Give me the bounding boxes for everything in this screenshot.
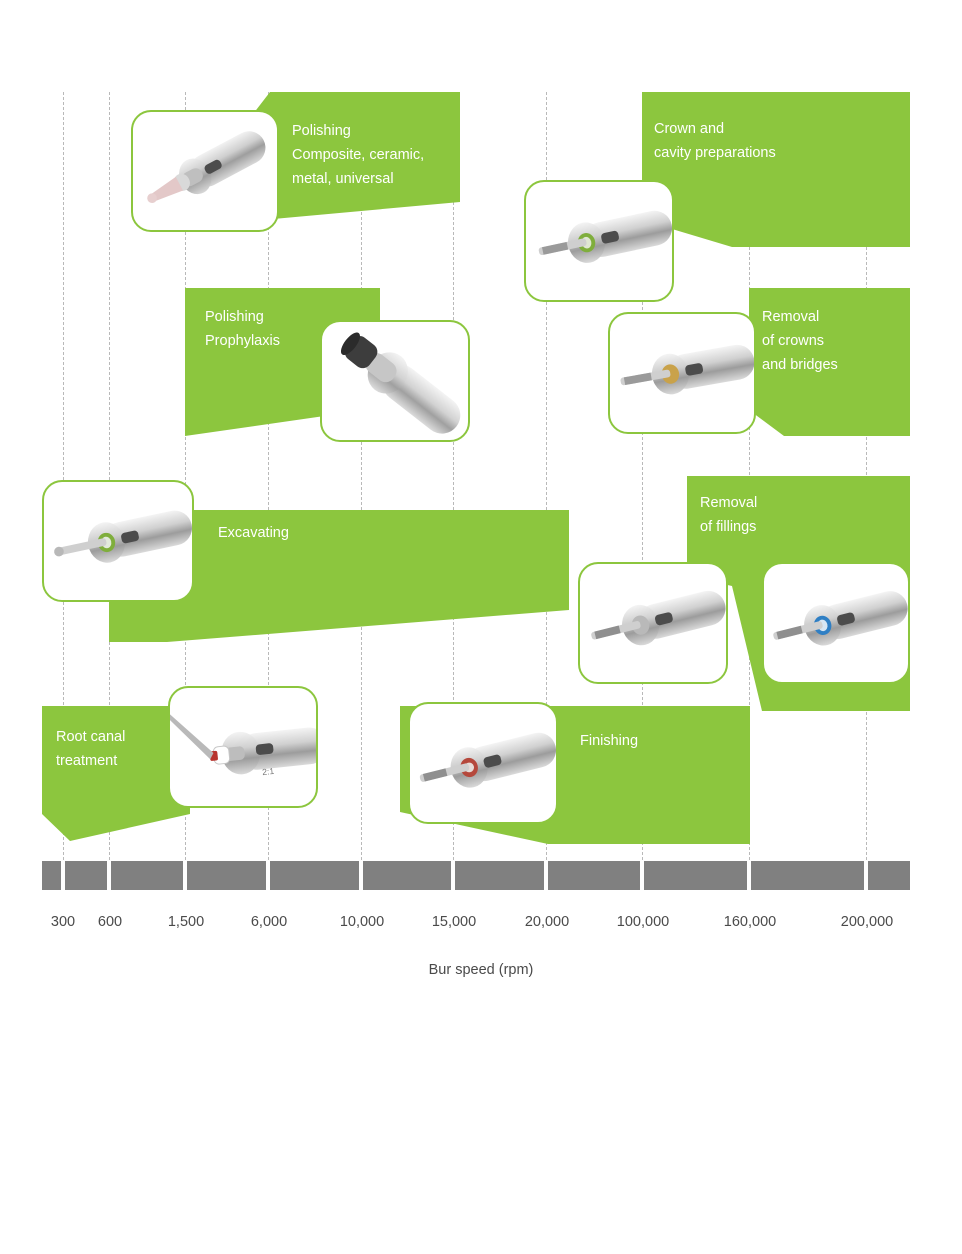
crown-prep-handpiece [526,182,672,300]
finishing-handpiece [410,704,556,822]
crown-removal-handpiece-card [608,312,756,434]
band-label-excavating: Excavating [218,525,289,541]
axis-tickmark-600 [107,861,111,890]
excavating-handpiece [44,482,192,600]
axis-title: Bur speed (rpm) [428,962,534,978]
endo-file-handpiece [170,688,316,806]
crown-removal-handpiece [610,314,754,432]
prophy-cup-handpiece [322,322,468,440]
axis-tickmark-20000 [544,861,548,890]
fillings-removal-handpiece-a-card [578,562,728,684]
excavating-handpiece-card [42,480,194,602]
axis-ticklabel-2: 1,500 [167,914,205,930]
band-label-crown-cavity: Crown and cavity preparations [654,121,776,161]
axis-tickmark-1500 [183,861,187,890]
finishing-handpiece-card [408,702,558,824]
axis-tickmark-200000 [864,861,868,890]
axis-ticklabel-4: 10,000 [339,914,385,930]
svg-text:2:1: 2:1 [261,765,275,778]
band-crown-cavity [642,92,910,247]
axis-bar [42,861,910,890]
axis-ticklabel-7: 100,000 [616,914,670,930]
polishing-point-handpiece [133,112,277,230]
axis-ticklabel-6: 20,000 [524,914,570,930]
polishing-point-handpiece-card [131,110,279,232]
prophy-cup-handpiece-card [320,320,470,442]
endo-file-handpiece-card [168,686,318,808]
band-label-polishing-prophylaxis: Polishing Prophylaxis [205,309,280,349]
axis-ticklabel-5: 15,000 [431,914,477,930]
band-label-root-canal: Root canal treatment [56,729,126,769]
axis-ticklabel-9: 200,000 [840,914,894,930]
band-label-polishing-composite: Polishing Composite, ceramic, metal, universal [292,123,425,187]
band-label-finishing: Finishing [580,733,639,749]
band-label-removal-fillings: Removal of fillings [700,495,758,535]
axis-ticklabel-1: 600 [97,914,123,930]
fillings-removal-handpiece-b [764,564,908,682]
band-label-removal-crowns-bridges: Removal of crowns and bridges [762,309,838,373]
crown-prep-handpiece-card [524,180,674,302]
axis-tickmark-160000 [747,861,751,890]
axis-tickmark-6000 [266,861,270,890]
axis-tickmark-15000 [451,861,455,890]
axis-tickmark-10000 [359,861,363,890]
axis-tickmark-100000 [640,861,644,890]
axis-ticklabel-0: 300 [50,914,76,930]
axis-ticklabel-8: 160,000 [723,914,777,930]
axis-ticklabel-3: 6,000 [250,914,288,930]
axis-tickmark-300 [61,861,65,890]
fillings-removal-handpiece-a [580,564,726,682]
fillings-removal-handpiece-b-card [762,562,910,684]
